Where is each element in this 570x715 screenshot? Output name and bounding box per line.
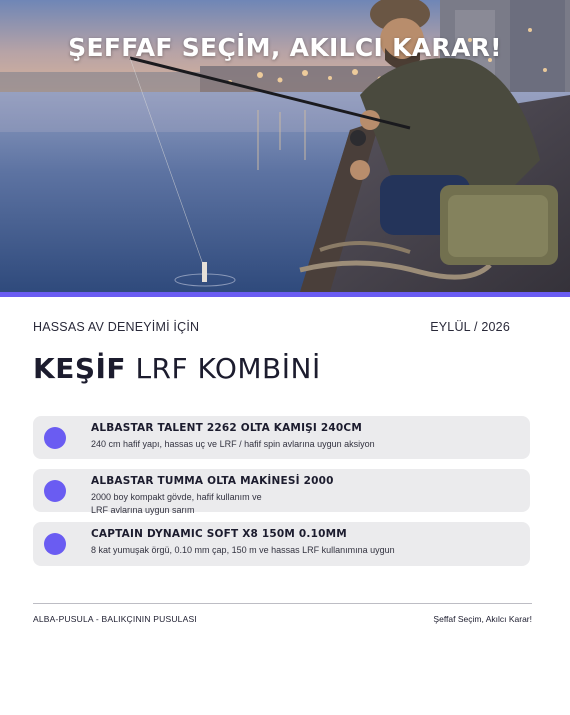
hero-photo bbox=[0, 0, 570, 292]
product-name: CAPTAIN DYNAMIC SOFT X8 150M 0.10MM bbox=[91, 528, 347, 540]
footer-slogan: Şeffaf Seçim, Akılcı Karar! bbox=[433, 614, 532, 624]
page-title-rest: LRF KOMBİNİ bbox=[126, 352, 321, 385]
product-card bbox=[33, 416, 530, 459]
page-title-strong: KEŞİF bbox=[33, 352, 127, 385]
page-title bbox=[33, 352, 321, 385]
bullet-dot-icon bbox=[44, 533, 66, 555]
bullet-dot-icon bbox=[44, 480, 66, 502]
accent-divider bbox=[0, 292, 570, 297]
issue-date: EYLÜL / 2026 bbox=[430, 320, 510, 334]
product-name: ALBASTAR TUMMA OLTA MAKİNESİ 2000 bbox=[91, 475, 334, 487]
product-description: 2000 boy kompakt gövde, hafif kullanım ve LRF avlarına uygun sarım bbox=[91, 492, 262, 515]
product-name: ALBASTAR TALENT 2262 OLTA KAMIŞI 240CM bbox=[91, 422, 362, 434]
product-card bbox=[33, 469, 530, 515]
subtitle: HASSAS AV DENEYİMİ İÇİN bbox=[33, 320, 200, 334]
footer-divider bbox=[33, 603, 532, 604]
hero-headline: ŞEFFAF SEÇİM, AKILCI KARAR! bbox=[68, 33, 502, 62]
footer-brand: ALBA-PUSULA - BALIKÇININ PUSULASI bbox=[33, 614, 197, 624]
product-card bbox=[33, 522, 530, 566]
product-description: 240 cm hafif yapı, hassas uç ve LRF / hafif spin avlarına uygun aksiyon bbox=[91, 439, 375, 449]
product-description: 8 kat yumuşak örgü, 0.10 mm çap, 150 m ve hassas LRF kullanımına uygun bbox=[91, 545, 395, 555]
bullet-dot-icon bbox=[44, 427, 66, 449]
